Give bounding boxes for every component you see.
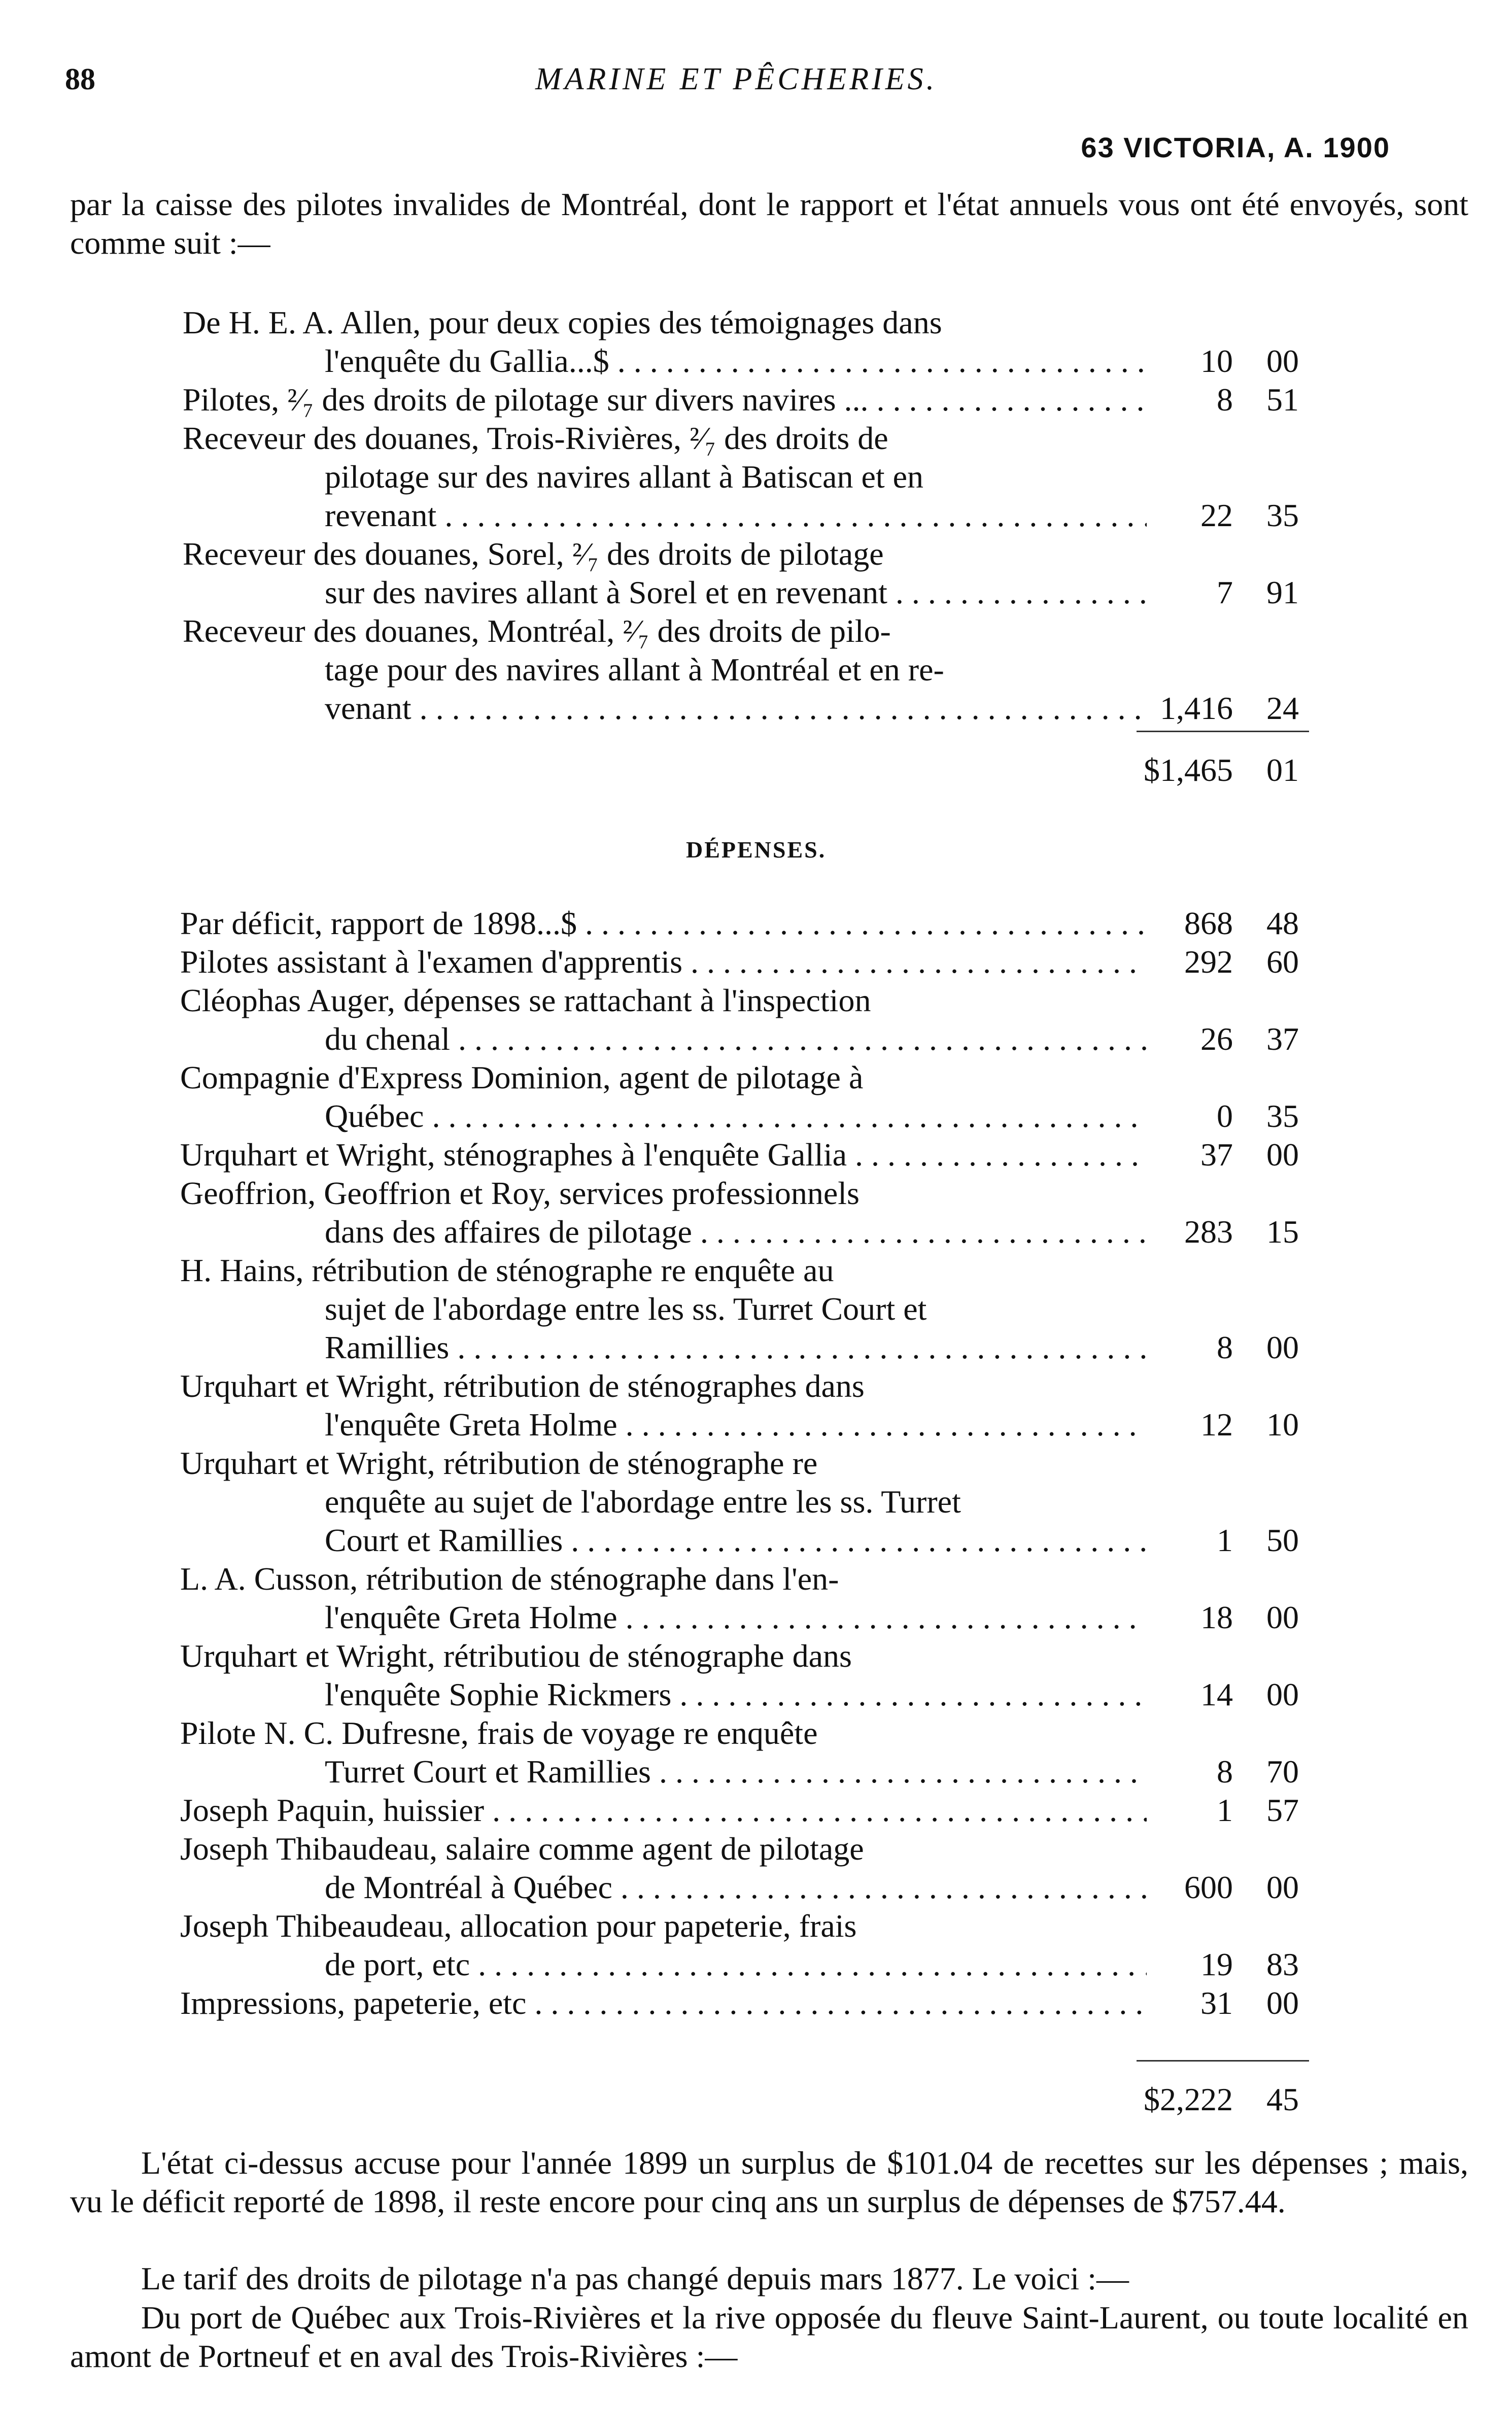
amount-cents: 24 <box>1266 690 1299 726</box>
entry-label: Cléophas Auger, dépenses se rattachant à l'inspection <box>180 982 871 1018</box>
entry-amount <box>1131 381 1299 419</box>
entry-amount <box>1131 943 1299 981</box>
entry-amount <box>1131 573 1299 612</box>
closing-paragraph-2: Le tarif des droits de pilotage n'a pas changé depuis mars 1877. Le voici :— <box>141 2260 1129 2296</box>
depenses-item-2-line-1 <box>325 1020 1147 1058</box>
amount-cents: 00 <box>1266 1329 1299 1365</box>
depenses-item-4-line-0 <box>180 1136 1147 1174</box>
session-label: 63 VICTORIA, A. 1900 <box>1081 131 1390 163</box>
entry-amount <box>1131 1405 1299 1444</box>
amount-dollars: 292 <box>1184 944 1233 980</box>
depenses-item-5-line-1 <box>325 1213 1147 1251</box>
recettes-item-3-line-0 <box>183 535 1147 573</box>
entry-label: de Montréal à Québec . . . <box>325 1868 1147 1907</box>
amount-dollars: 600 <box>1184 1869 1233 1905</box>
amount-cents: 57 <box>1266 1792 1299 1828</box>
depenses-item-7-line-0 <box>180 1367 1147 1405</box>
amount-cents: 10 <box>1266 1406 1299 1443</box>
entry-label: Receveur des douanes, Trois-Rivières, ²⁄₇ des droits de <box>183 420 888 456</box>
recettes-item-4-line-2 <box>325 689 1147 728</box>
amount-cents: 50 <box>1266 1522 1299 1558</box>
depenses-item-13-line-1 <box>325 1868 1147 1907</box>
amount-cents: 00 <box>1266 343 1299 379</box>
entry-amount <box>1131 496 1299 535</box>
entry-amount <box>1131 1753 1299 1791</box>
entry-label: Compagnie d'Express Dominion, agent de pilotage à <box>180 1059 864 1095</box>
amount-dollars: 1 <box>1217 1792 1233 1828</box>
entry-label: Court et Ramillies . . . <box>325 1521 1147 1560</box>
expenses-total-cents: 45 <box>1266 2081 1299 2117</box>
receipts-total-dollars: $1,465 <box>1144 752 1233 788</box>
entry-label: Impressions, papeterie, etc . . . <box>180 1984 1147 2022</box>
recettes-item-0-line-0 <box>183 303 1147 342</box>
amount-cents: 70 <box>1266 1754 1299 1790</box>
entry-label: de port, etc . . . <box>325 1945 1147 1984</box>
amount-cents: 00 <box>1266 1676 1299 1712</box>
depenses-item-3-line-0 <box>180 1058 1147 1097</box>
expenses-total <box>1131 2080 1299 2119</box>
depenses-item-9-line-0 <box>180 1560 1147 1598</box>
amount-dollars: 37 <box>1200 1137 1233 1173</box>
entry-label: l'enquête Greta Holme . . . <box>325 1405 1147 1444</box>
entry-amount <box>1131 1868 1299 1907</box>
amount-dollars: 8 <box>1217 1754 1233 1790</box>
depenses-item-9-line-1 <box>325 1598 1147 1637</box>
entry-amount <box>1131 1136 1299 1174</box>
closing-paragraph-1: L'état ci-dessus accuse pour l'année 1899 un surplus de $101.04 de recettes sur les dépenses ; mais, vu le déficit reporté de 1898, il reste encore pour cinq ans un surplus de dépenses de $757.44. <box>70 2145 1468 2219</box>
page-number: 88 <box>65 62 95 96</box>
amount-dollars: 12 <box>1200 1406 1233 1443</box>
depenses-item-8-line-0 <box>180 1444 1147 1483</box>
amount-dollars: 26 <box>1200 1021 1233 1057</box>
entry-label: l'enquête Sophie Rickmers . . . <box>325 1675 1147 1714</box>
depenses-item-14-line-0 <box>180 1907 1147 1945</box>
entry-label: revenant . . . <box>325 496 1147 535</box>
receipts-total-rule <box>1137 731 1309 732</box>
amount-cents: 83 <box>1266 1946 1299 1982</box>
amount-dollars: 8 <box>1217 382 1233 418</box>
amount-dollars: 7 <box>1217 574 1233 610</box>
entry-amount <box>1131 1213 1299 1251</box>
recettes-item-1-line-0 <box>183 381 1147 419</box>
expenses-total-dollars: $2,222 <box>1144 2081 1233 2117</box>
entry-amount <box>1131 689 1299 728</box>
entry-label: Turret Court et Ramillies . . . <box>325 1753 1147 1791</box>
amount-dollars: 10 <box>1200 343 1233 379</box>
amount-cents: 37 <box>1266 1021 1299 1057</box>
depenses-item-10-line-1 <box>325 1675 1147 1714</box>
depenses-item-8-line-1 <box>325 1483 1147 1521</box>
depenses-item-6-line-2 <box>325 1328 1147 1367</box>
entry-label: l'enquête Greta Holme . . . <box>325 1598 1147 1637</box>
entry-label: De H. E. A. Allen, pour deux copies des témoignages dans <box>183 304 942 340</box>
recettes-item-0-line-1 <box>325 342 1147 381</box>
depenses-item-13-line-0 <box>180 1830 1147 1868</box>
entry-amount <box>1131 1598 1299 1637</box>
entry-label: Pilote N. C. Dufresne, frais de voyage re enquête <box>180 1715 818 1751</box>
amount-dollars: 868 <box>1184 905 1233 941</box>
entry-label: l'enquête du Gallia...$ . . . <box>325 342 1147 381</box>
depenses-item-6-line-1 <box>325 1290 1147 1328</box>
recettes-item-3-line-1 <box>325 573 1147 612</box>
receipts-total-cents: 01 <box>1266 752 1299 788</box>
entry-label: Urquhart et Wright, rétribution de sténographe re <box>180 1445 818 1481</box>
closing-paragraph-3: Du port de Québec aux Trois-Rivières et la rive opposée du fleuve Saint-Laurent, ou toute localité en amont de Portneuf et en aval des Trois-Rivières :— <box>70 2300 1468 2374</box>
depenses-item-7-line-1 <box>325 1405 1147 1444</box>
entry-label: tage pour des navires allant à Montréal et en re- <box>325 651 944 688</box>
entry-label: Geoffrion, Geoffrion et Roy, services professionnels <box>180 1175 860 1211</box>
expenses-total-rule <box>1137 2060 1309 2062</box>
entry-amount <box>1131 1521 1299 1560</box>
entry-amount <box>1131 1984 1299 2022</box>
entry-label: Urquhart et Wright, rétributiou de sténographe dans <box>180 1638 852 1674</box>
recettes-item-2-line-1 <box>325 458 1147 496</box>
entry-amount <box>1131 1945 1299 1984</box>
expenses-heading: DÉPENSES. <box>686 837 827 863</box>
amount-dollars: 18 <box>1200 1599 1233 1635</box>
entry-label: Joseph Thibeaudeau, allocation pour papeterie, frais <box>180 1908 857 1944</box>
entry-label: Par déficit, rapport de 1898...$ . . . <box>180 904 1147 943</box>
amount-dollars: 19 <box>1200 1946 1233 1982</box>
entry-label: sur des navires allant à Sorel et en revenant . . . <box>325 573 1147 612</box>
amount-dollars: 31 <box>1200 1985 1233 2021</box>
entry-amount <box>1131 1020 1299 1058</box>
amount-cents: 60 <box>1266 944 1299 980</box>
amount-cents: 00 <box>1266 1985 1299 2021</box>
depenses-item-6-line-0 <box>180 1251 1147 1290</box>
recettes-item-2-line-2 <box>325 496 1147 535</box>
entry-label: Urquhart et Wright, rétribution de sténographes dans <box>180 1368 865 1404</box>
depenses-item-14-line-1 <box>325 1945 1147 1984</box>
amount-dollars: 1,416 <box>1160 690 1233 726</box>
amount-cents: 00 <box>1266 1869 1299 1905</box>
entry-label: Pilotes assistant à l'examen d'apprentis . . . <box>180 943 1147 981</box>
entry-amount <box>1131 342 1299 381</box>
amount-cents: 48 <box>1266 905 1299 941</box>
entry-label: venant . . . <box>325 689 1147 728</box>
depenses-item-11-line-0 <box>180 1714 1147 1753</box>
recettes-item-4-line-0 <box>183 612 1147 650</box>
amount-dollars: 0 <box>1217 1098 1233 1134</box>
entry-label: du chenal . . . <box>325 1020 1147 1058</box>
intro-paragraph: par la caisse des pilotes invalides de Montréal, dont le rapport et l'état annuels vous ont été envoyés, sont comme suit :— <box>70 186 1468 261</box>
entry-label: Ramillies . . . <box>325 1328 1147 1367</box>
depenses-item-10-line-0 <box>180 1637 1147 1675</box>
amount-dollars: 22 <box>1200 497 1233 533</box>
entry-label: L. A. Cusson, rétribution de sténographe dans l'en- <box>180 1561 839 1597</box>
entry-label: Québec . . . <box>325 1097 1147 1136</box>
entry-amount <box>1131 904 1299 943</box>
depenses-item-8-line-2 <box>325 1521 1147 1560</box>
depenses-item-3-line-1 <box>325 1097 1147 1136</box>
amount-cents: 00 <box>1266 1599 1299 1635</box>
entry-label: Joseph Paquin, huissier . . . <box>180 1791 1147 1830</box>
depenses-item-5-line-0 <box>180 1174 1147 1213</box>
entry-label: sujet de l'abordage entre les ss. Turret Court et <box>325 1291 927 1327</box>
amount-dollars: 1 <box>1217 1522 1233 1558</box>
amount-cents: 35 <box>1266 497 1299 533</box>
receipts-total <box>1131 751 1299 790</box>
amount-cents: 91 <box>1266 574 1299 610</box>
entry-label: Receveur des douanes, Montréal, ²⁄₇ des droits de pilo- <box>183 613 891 649</box>
entry-label: pilotage sur des navires allant à Batiscan et en <box>325 459 924 495</box>
entry-amount <box>1131 1328 1299 1367</box>
entry-label: Receveur des douanes, Sorel, ²⁄₇ des droits de pilotage <box>183 536 884 572</box>
depenses-item-15-line-0 <box>180 1984 1147 2022</box>
entry-label: dans des affaires de pilotage . . . <box>325 1213 1147 1251</box>
recettes-item-2-line-0 <box>183 419 1147 458</box>
depenses-item-1-line-0 <box>180 943 1147 981</box>
entry-amount <box>1131 1097 1299 1136</box>
entry-label: Pilotes, ²⁄₇ des droits de pilotage sur divers navires ... . . . <box>183 381 1147 419</box>
recettes-item-4-line-1 <box>325 650 1147 689</box>
depenses-item-2-line-0 <box>180 981 1147 1020</box>
entry-label: Urquhart et Wright, sténographes à l'enquête Gallia . . . <box>180 1136 1147 1174</box>
amount-dollars: 14 <box>1200 1676 1233 1712</box>
amount-cents: 00 <box>1266 1137 1299 1173</box>
amount-cents: 15 <box>1266 1214 1299 1250</box>
entry-label: Joseph Thibaudeau, salaire comme agent de pilotage <box>180 1831 864 1867</box>
entry-amount <box>1131 1791 1299 1830</box>
depenses-item-11-line-1 <box>325 1753 1147 1791</box>
amount-dollars: 8 <box>1217 1329 1233 1365</box>
entry-label: H. Hains, rétribution de sténographe re enquête au <box>180 1252 834 1288</box>
amount-cents: 35 <box>1266 1098 1299 1134</box>
running-title: MARINE ET PÊCHERIES. <box>535 62 938 96</box>
depenses-item-12-line-0 <box>180 1791 1147 1830</box>
entry-label: enquête au sujet de l'abordage entre les ss. Turret <box>325 1484 961 1520</box>
entry-amount <box>1131 1675 1299 1714</box>
depenses-item-0-line-0 <box>180 904 1147 943</box>
amount-cents: 51 <box>1266 382 1299 418</box>
amount-dollars: 283 <box>1184 1214 1233 1250</box>
